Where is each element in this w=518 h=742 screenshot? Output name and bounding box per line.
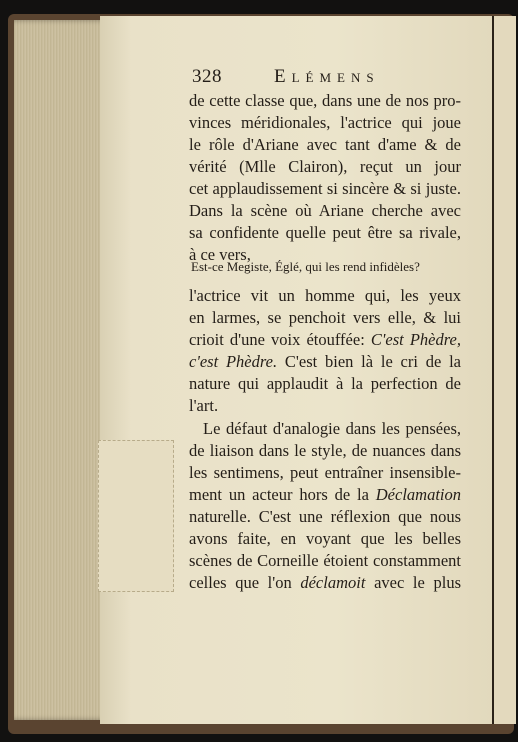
italic-term: Déclamation [375,485,461,504]
text-span: ment un acteur hors de la [189,485,376,504]
text-span: C'est bien là le cri de la [277,352,461,371]
text-line: de liaison dans le style, de nuances dans [189,441,461,460]
text-line: Le défaut d'analogie dans les pensées, [203,419,461,438]
text-line: l'art. [189,396,219,415]
text-line: vinces méridionales, l'actrice qui joue [189,113,461,132]
italic-quote: c'est Phèdre. [189,352,278,371]
text-line [189,329,461,351]
text-span: crioit d'une voix étouffée: [189,330,371,349]
inserted-paper-slip [98,440,174,592]
text-line: scènes de Corneille étoient constamment [189,551,461,570]
text-line: à ce vers, [189,245,251,264]
text-line [189,572,461,594]
text-span: avec le plus [365,573,461,592]
text-line: de cette classe que, dans une de nos pro- [189,91,461,110]
text-line: en larmes, se penchoit vers elle, & lui [189,308,461,327]
text-line [189,351,461,373]
text-line: vérité (Mlle Clairon), reçut un jour [189,157,461,176]
running-title: Elémens [274,66,380,87]
page-number: 328 [192,66,222,87]
italic-term: déclamoit [300,573,366,592]
text-line: cet applaudissement si sincère & si juste. [189,179,461,198]
text-line: nature qui applaudit à la perfection de [189,374,461,393]
text-line: le rôle d'Ariane avec tant d'ame & de [189,135,461,154]
text-span: celles que l'on [189,573,301,592]
text-line: les sentimens, peut entraîner insensible- [189,463,461,482]
facing-page-edge [492,16,516,724]
running-header [192,66,380,88]
text-line: l'actrice vit un homme qui, les yeux [189,286,461,305]
italic-quote: C'est Phèdre, [370,330,461,349]
verse-quote: Est-ce Megiste, Églé, qui les rend infidèles? [191,259,420,274]
text-line [189,484,461,506]
text-line: Dans la scène où Ariane cherche avec [189,201,461,220]
text-line: sa confidente quelle peut être sa rivale, [189,223,461,242]
text-line: naturelle. C'est une réflexion que nous [189,507,461,526]
page-edges [14,20,110,720]
text-line: avons faite, en voyant que les belles [189,529,461,548]
